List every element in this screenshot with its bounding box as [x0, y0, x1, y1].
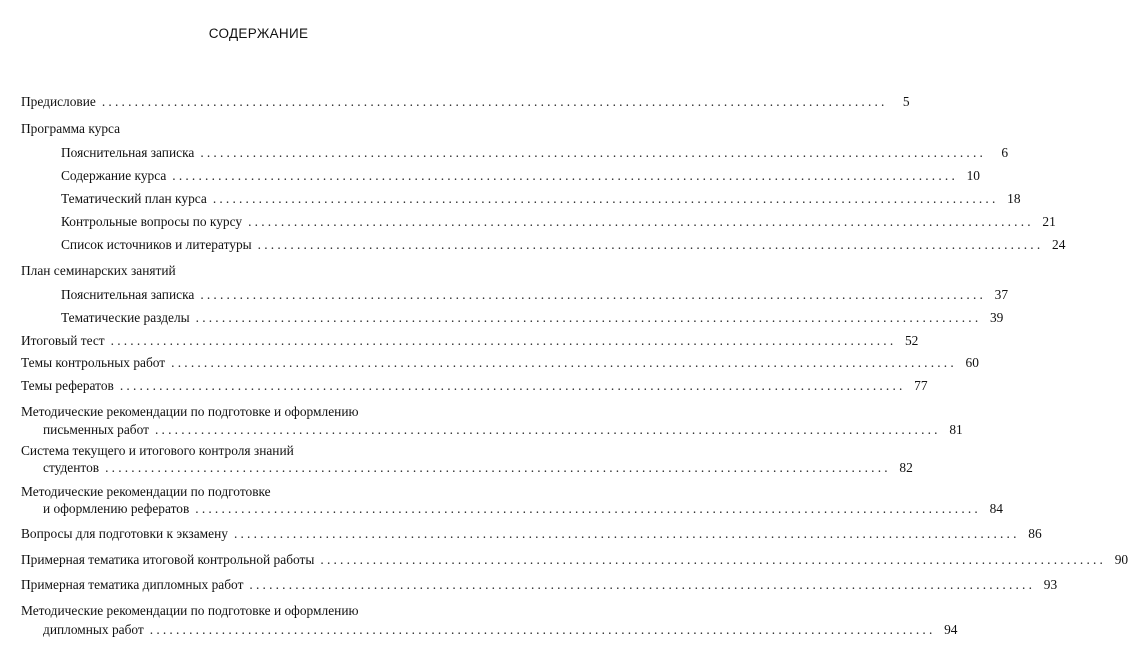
toc-section-heading[interactable]: Программа курса: [21, 121, 121, 136]
toc-entry[interactable]: [21, 355, 979, 371]
toc-entry-label: Предисловие: [21, 94, 96, 109]
toc-entry-label: Список источников и литературы: [61, 237, 252, 252]
toc-entry[interactable]: [61, 310, 1004, 326]
toc-entry[interactable]: [43, 501, 1003, 517]
toc-entry-page: 93: [1043, 577, 1058, 592]
toc-entry-label: и оформлению рефератов: [43, 501, 190, 516]
dot-leader: ........................................................................................................................: [119, 378, 906, 393]
toc-section-heading[interactable]: План семинарских занятий: [21, 263, 176, 278]
toc-entry-label: Вопросы для подготовки к экзамену: [21, 526, 228, 541]
toc-entry-page: 39: [989, 310, 1004, 325]
toc-entry-label: Контрольные вопросы по курсу: [61, 214, 243, 229]
dot-leader: ........................................................................................................................: [105, 460, 891, 475]
toc-entry[interactable]: [21, 552, 1128, 568]
dot-leader: ........................................................................................................................: [172, 168, 958, 183]
toc-entry[interactable]: [21, 378, 928, 394]
toc-entry-label: Пояснительная записка: [61, 287, 195, 302]
toc-entry[interactable]: [43, 622, 958, 638]
toc-entry-label: Итоговый тест: [21, 333, 105, 348]
dot-leader: ........................................................................................................................: [195, 310, 982, 325]
toc-entry-page: 60: [965, 355, 979, 370]
toc-entry-page: 10: [966, 168, 980, 183]
dot-leader: ........................................................................................................................: [149, 622, 936, 637]
toc-entry-page: 94: [944, 622, 958, 637]
dot-leader: ........................................................................................................................: [110, 333, 897, 348]
toc-entry-label: Темы рефератов: [21, 378, 114, 393]
dot-leader: ........................................................................................................................: [257, 237, 1044, 252]
toc-entry-page: 82: [899, 460, 913, 475]
dot-leader: ........................................................................................................................: [200, 287, 987, 302]
toc-entry-label-line1[interactable]: Система текущего и итогового контроля знаний: [21, 443, 294, 458]
toc-entry-label: Пояснительная записка: [61, 145, 195, 160]
toc-entry[interactable]: [61, 145, 1009, 161]
toc-entry-label-line1[interactable]: Методические рекомендации по подготовке и оформлению: [21, 404, 359, 419]
toc-entry-page: 77: [914, 378, 928, 393]
toc-entry[interactable]: [61, 168, 980, 184]
dot-leader: ........................................................................................................................: [248, 214, 1034, 229]
toc-entry-page: 86: [1028, 526, 1042, 541]
dot-leader: ........................................................................................................................: [249, 577, 1036, 592]
toc-entry-label-line1[interactable]: Методические рекомендации по подготовке: [21, 484, 271, 499]
toc-entry[interactable]: [61, 237, 1066, 253]
toc-entry-label: Тематический план курса: [61, 191, 207, 206]
toc-entry-label: студентов: [43, 460, 100, 475]
toc-entry-page: 81: [949, 422, 963, 437]
dot-leader: ........................................................................................................................: [200, 145, 987, 160]
toc-entry-label: Содержание курса: [61, 168, 167, 183]
toc-entry[interactable]: [43, 460, 913, 476]
toc-entry-page: 21: [1042, 214, 1056, 229]
dot-leader: ........................................................................................................................: [233, 526, 1020, 541]
toc-entry-label: Примерная тематика дипломных работ: [21, 577, 244, 592]
toc-entry-label: Тематические разделы: [61, 310, 190, 325]
page-title: СОДЕРЖАНИЕ: [208, 26, 309, 41]
toc-entry[interactable]: [61, 191, 1021, 207]
dot-leader: ........................................................................................................................: [212, 191, 999, 206]
toc-entry-page: 84: [989, 501, 1003, 516]
toc-entry-page: 52: [904, 333, 919, 348]
toc-entry-label: дипломных работ: [43, 622, 144, 637]
dot-leader: ........................................................................................................................: [101, 94, 888, 109]
dot-leader: ........................................................................................................................: [320, 552, 1107, 567]
toc-entry[interactable]: [61, 214, 1056, 230]
dot-leader: ........................................................................................................................: [195, 501, 981, 516]
toc-entry-page: 37: [994, 287, 1009, 302]
toc-entry-label-line1[interactable]: Методические рекомендации по подготовке и оформлению: [21, 603, 359, 618]
toc-entry[interactable]: [21, 577, 1058, 593]
toc-entry[interactable]: [21, 94, 910, 110]
toc-entry-page: 18: [1007, 191, 1021, 206]
toc-entry-page: 24: [1052, 237, 1066, 252]
dot-leader: ........................................................................................................................: [155, 422, 941, 437]
toc-entry[interactable]: [43, 422, 963, 438]
dot-leader: ........................................................................................................................: [171, 355, 957, 370]
toc-entry[interactable]: [21, 333, 919, 349]
toc-entry-label: Примерная тематика итоговой контрольной работы: [21, 552, 315, 567]
toc-entry-label: Темы контрольных работ: [21, 355, 166, 370]
toc-entry-page: 6: [1001, 145, 1009, 160]
toc-entry[interactable]: [21, 526, 1042, 542]
toc-entry-page: 90: [1114, 552, 1128, 567]
toc-entry[interactable]: [61, 287, 1009, 303]
toc-entry-label: письменных работ: [43, 422, 149, 437]
toc-entry-page: 5: [902, 94, 910, 109]
